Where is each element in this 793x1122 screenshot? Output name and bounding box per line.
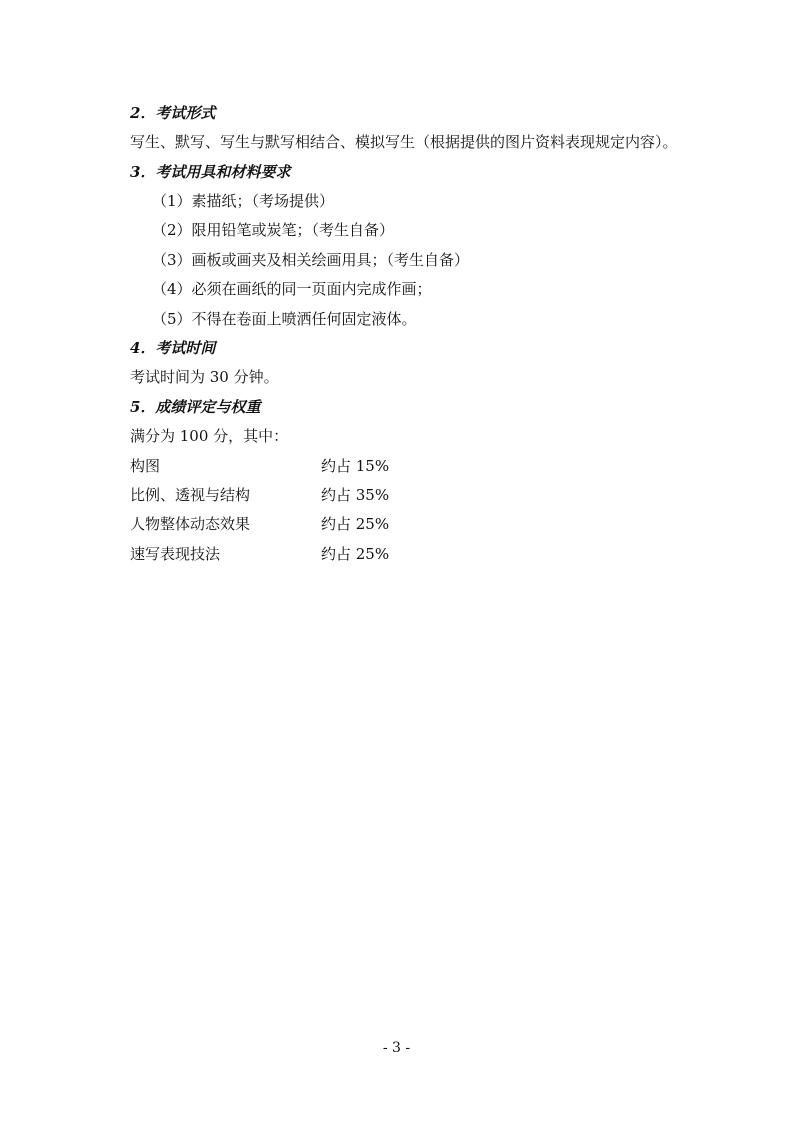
- section-2-text: 写生、默写、写生与默写相结合、模拟写生（根据提供的图片资料表现规定内容）。: [130, 133, 678, 151]
- section-3-item-5: （5）不得在卷面上喷洒任何固定液体。: [152, 310, 417, 328]
- section-3-item-4: （4）必须在画纸的同一页面内完成作画；: [152, 280, 432, 298]
- score-row-4-name: 速写表现技法: [130, 545, 221, 563]
- score-row-2-value: 约占 35%: [321, 486, 390, 504]
- section-5-intro: 满分为 100 分，其中：: [130, 427, 289, 445]
- score-row-1-value: 约占 15%: [321, 457, 390, 475]
- section-3-item-1: （1）素描纸；（考场提供）: [152, 192, 335, 210]
- section-5-heading: 5．成绩评定与权重: [130, 398, 261, 416]
- score-row-3-name: 人物整体动态效果: [130, 515, 251, 533]
- score-row-1-name: 构图: [130, 457, 161, 475]
- page-number: - 3 -: [382, 1040, 411, 1056]
- section-4-heading: 4．考试时间: [130, 339, 216, 357]
- score-row-2-name: 比例、透视与结构: [130, 486, 251, 504]
- section-3-heading: 3．考试用具和材料要求: [130, 163, 291, 181]
- score-row-4-value: 约占 25%: [321, 545, 390, 563]
- section-3-item-3: （3）画板或画夹及相关绘画用具；（考生自备）: [152, 251, 470, 269]
- section-2-heading: 2．考试形式: [130, 104, 216, 122]
- score-row-3-value: 约占 25%: [321, 515, 390, 533]
- section-4-text: 考试时间为 30 分钟。: [130, 368, 279, 386]
- section-3-item-2: （2）限用铅笔或炭笔；（考生自备）: [152, 221, 395, 239]
